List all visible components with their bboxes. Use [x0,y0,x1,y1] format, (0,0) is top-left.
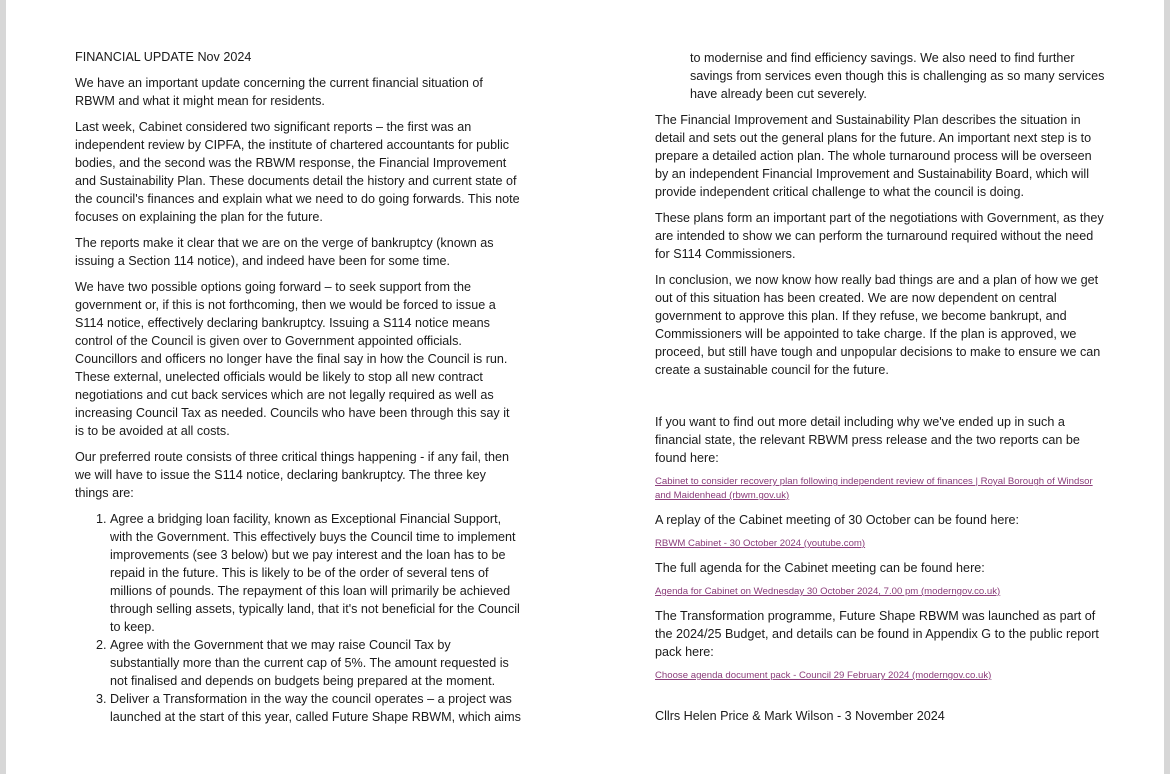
paragraph-bankruptcy: The reports make it clear that we are on the verge of bankruptcy (known as issuing a Section 114 notice), and indeed have been for some time. [75,236,494,268]
spacer [655,387,1105,413]
paragraph-more-detail: If you want to find out more detail including why we've ended up in such a financial state, the relevant RBWM press release and the two reports can be found here: [655,415,1080,465]
list-item-continuation: to modernise and find efficiency savings. We also need to find further savings from services even though this is challenging as so many services have already been cut severely. [690,51,1105,101]
paragraph-transformation: The Transformation programme, Future Shape RBWM was launched as part of the 2024/25 Budget, and details can be found in Appendix G to the public report pack here: [655,609,1099,659]
paragraph-replay: A replay of the Cabinet meeting of 30 October can be found here: [655,513,1020,527]
left-column [75,48,522,726]
document-page [6,0,1164,774]
spacer [655,691,1105,707]
cabinet-replay-link[interactable]: RBWM Cabinet - 30 October 2024 (youtube.com) [655,538,866,549]
cabinet-agenda-link[interactable]: Agenda for Cabinet on Wednesday 30 October 2024, 7.00 pm (moderngov.co.uk) [655,586,1001,597]
key-things-list [75,510,522,726]
paragraph-cabinet-reports: Last week, Cabinet considered two significant reports – the first was an independent review by CIPFA, the institute of chartered accountants for public bodies, and the second was the RBWM response, the Financial Improvement and Sustainability Plan. These documents detail the history and current state of the council's finances and explain what we need to do going forwards. This note focuses on explaining the plan for the future. [75,120,520,224]
paragraph-preferred-route: Our preferred route consists of three critical things happening - if any fail, then we will have to issue the S114 notice, declaring bankruptcy. The three key things are: [75,450,510,500]
paragraph-agenda: The full agenda for the Cabinet meeting can be found here: [655,561,985,575]
right-column [655,49,1105,733]
press-release-link[interactable]: Cabinet to consider recovery plan following independent review of finances | Royal Borough of Windsor and Maidenhead (rbwm.gov.uk) [655,476,1093,501]
paragraph-conclusion: In conclusion, we now know how really bad things are and a plan of how we get out of this situation has been created. We are now dependent on central government to approve this plan. If they refuse, we become bankrupt, and Commissioners will be appointed to take charge. If the plan is approved, we proceed, but still have tough and unpopular decisions to make to ensure we can create a sustainable council for the future. [655,273,1101,377]
list-item: 2. Agree with the Government that we may raise Council Tax by substantially more than the current cap of 5%. The amount requested is not finalised and depends on budgets being prepared at the moment. [110,636,522,690]
paragraph-negotiations: These plans form an important part of the negotiations with Government, as they are intended to show we can perform the turnaround required without the need for S114 Commissioners. [655,211,1104,261]
signature: Cllrs Helen Price & Mark Wilson - 3 November 2024 [655,709,945,723]
paragraph-improvement-plan: The Financial Improvement and Sustainability Plan describes the situation in detail and sets out the general plans for the future. An important next step is to prepare a detailed action plan. The whole turnaround process will be overseen by an independent Financial Improvement and Sustainability Board, which will provide independent critical challenge to what the council is doing. [655,113,1092,199]
list-item: 3. Deliver a Transformation in the way the council operates – a project was launched at the start of this year, called Future Shape RBWM, which aims [110,690,522,726]
paragraph-options: We have two possible options going forward – to seek support from the government or, if this is not forthcoming, then we would be forced to issue a S114 notice, effectively declaring bankruptcy. Issuing a S114 notice means control of the Council is given over to Government appointed officials. Councillors and officers no longer have the final say in how the Council is run. These external, unelected officials would be likely to stop all new contract negotiations and cut back services which are not legally required as well as increasing Council Tax as needed. Councils who have been through this say it is to be avoided at all costs. [75,280,510,438]
list-item: 1. Agree a bridging loan facility, known as Exceptional Financial Support, with the Government. This effectively buys the Council time to implement improvements (see 3 below) but we pay interest and the loan has to be repaid in the future. This is likely to be of the order of several tens of millions of pounds. The repayment of this loan will primarily be achieved through selling assets, typically land, that it's not beneficial for the Council to keep. [110,510,522,636]
report-pack-link[interactable]: Choose agenda document pack - Council 29 February 2024 (moderngov.co.uk) [655,670,992,681]
page-edge-right [1164,0,1170,774]
document-title: FINANCIAL UPDATE Nov 2024 [75,50,252,64]
paragraph-intro: We have an important update concerning the current financial situation of RBWM and what it might mean for residents. [75,76,483,108]
